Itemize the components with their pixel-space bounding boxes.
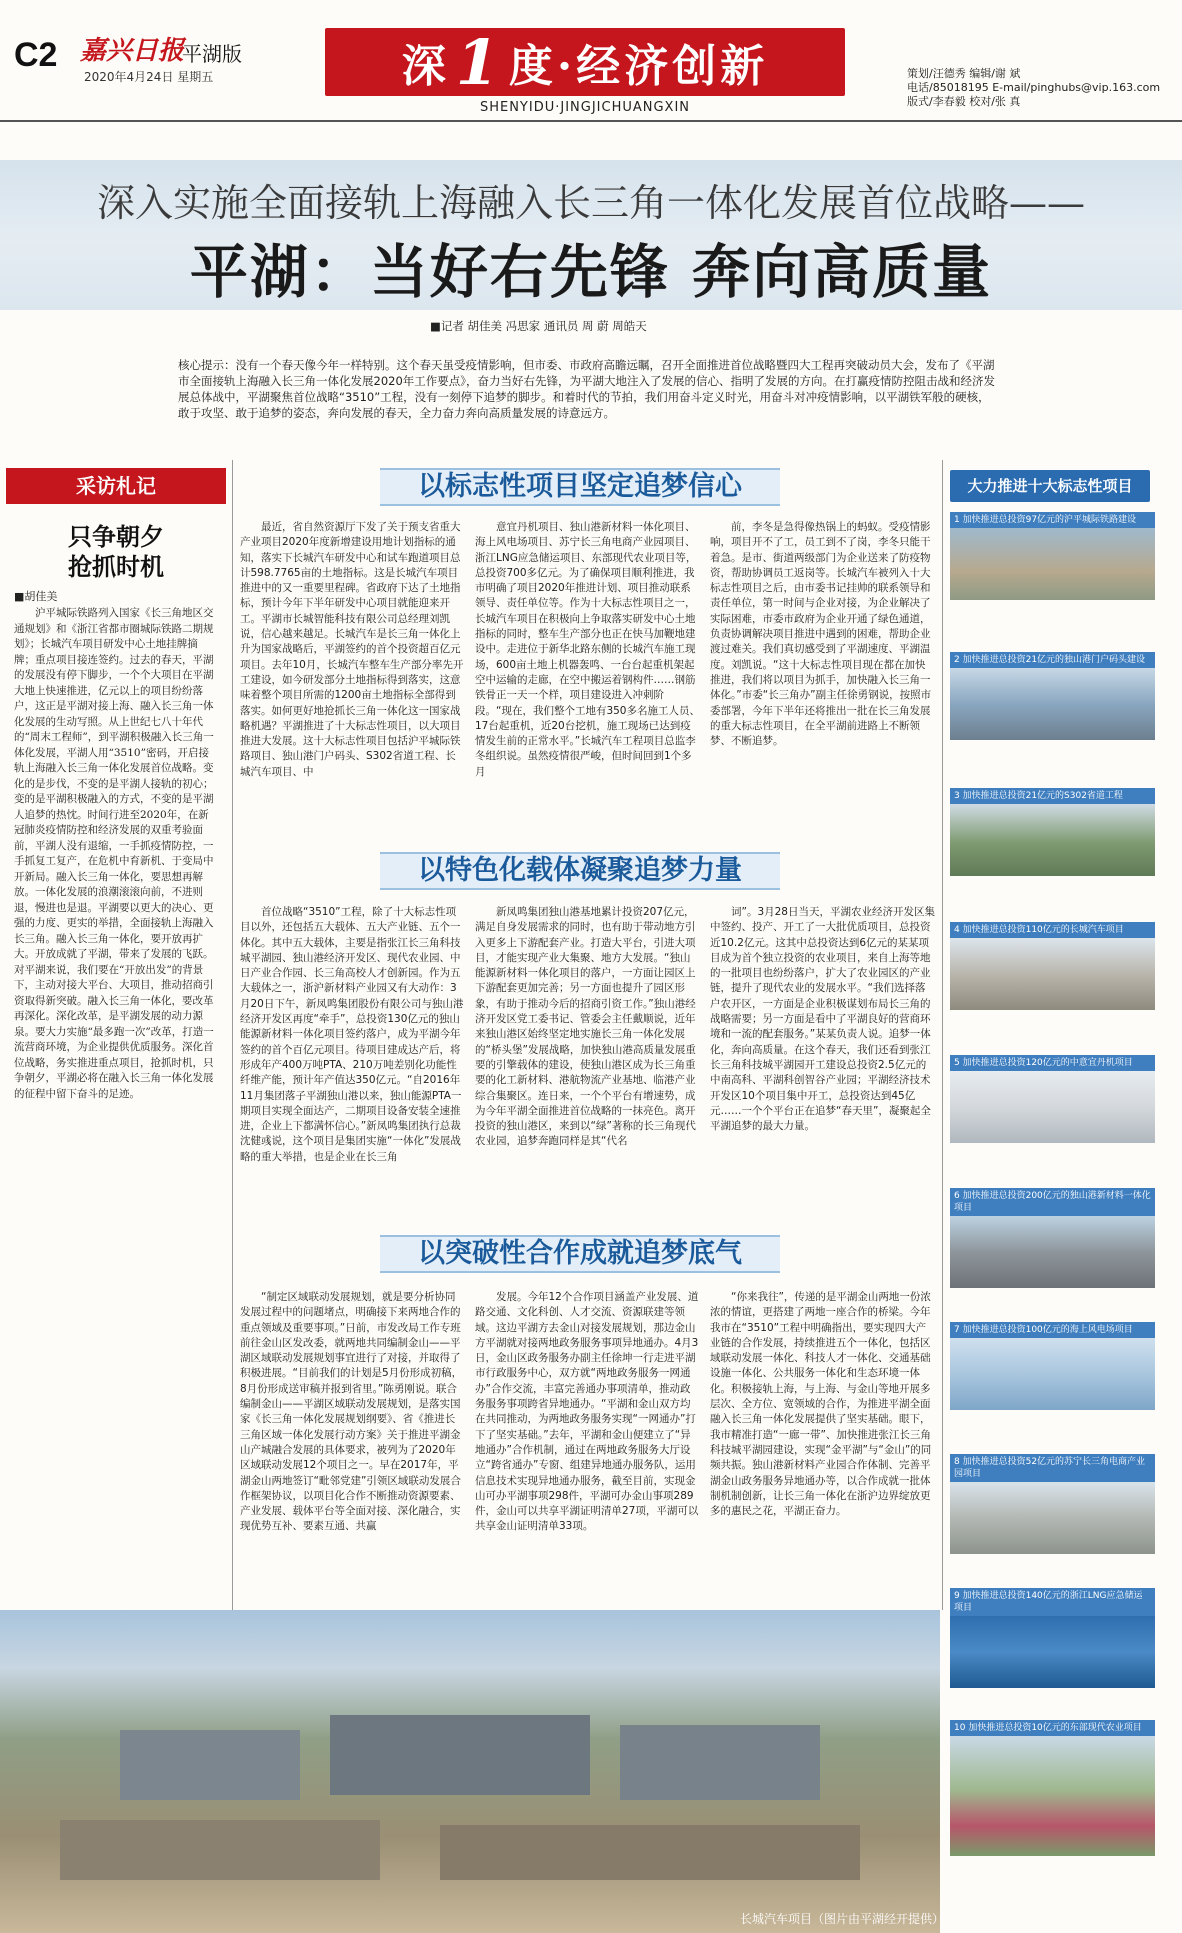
sidebar-headline-line: 只争朝夕 bbox=[68, 523, 164, 551]
core-summary: 核心提示：没有一个春天像今年一样特别。这个春天虽受疫情影响，但市委、市政府高瞻远瞩，召开全面推进首位战略暨四大工程再突破动员大会，发布了《平湖市全面接轨上海融入长三角一体化发展2020年工作要点》，奋力当好右先锋，为平湖大地注入了发展的信心、指明了发展的方向。在打赢疫情防控阻击战和经济发展总体战中，平湖聚焦首位战略“3510”工程，没有一刻停下追梦的脚步。和着时代的节拍，我们用奋斗定义时光，用奋斗对冲疫情影响，以平湖铁军般的硬核，敢于攻坚、敢于追梦的姿态，奔向发展的春天，全力奋力奔向高质量发展的诗意远方。 bbox=[178, 358, 996, 420]
banner-part2: 1 bbox=[455, 25, 503, 99]
project-label: 5 加快推进总投资120亿元的中意宜丹机项目 bbox=[950, 1055, 1155, 1071]
sidebar-section-label: 采访札记 bbox=[6, 468, 226, 504]
credits-line: 电话/85018195 E-mail/pinghubs@vip.163.com bbox=[907, 81, 1161, 94]
project-label: 8 加快推进总投资52亿元的苏宁长三角电商产业园项目 bbox=[950, 1454, 1155, 1482]
project-photo bbox=[950, 1720, 1155, 1856]
article-column: “制定区域联动发展规划，就是要分析协同发展过程中的问题堵点，明确接下来两地合作的重点领域及重要事项。”日前，市发改局工作专班前往金山区发改委，就两地共同编制金山——平湖区域联动发展规划事宜进行了对接，并取得了积极进展。“目前我们的计划是5月份形成初稿，8月份形成送审稿并报到省里。”陈勇刚说。联合编制金山——平湖区域联动发展规划，是落实国家《长三角一体化发展规划纲要》、省《推进长三角区域一体化发展行动方案》关于推进平湖金山产城融合发展的具体要求，被列为了2020年区域联动发展12个项目之一。早在2017年，平湖金山两地签订“毗邻党建”引领区域联动发展合作框架协议，以项目化合作不断推动资源要素、产业发展、载体平台等全面对接、深化融合，实现优势互补、要素互通、共赢 bbox=[240, 1291, 463, 1533]
credits-line: 版式/李春毅 校对/张 真 bbox=[907, 95, 1021, 108]
masthead-rule bbox=[0, 120, 1182, 122]
project-label: 3 加快推进总投资21亿元的S302省道工程 bbox=[950, 788, 1155, 804]
project-label: 7 加快推进总投资100亿元的海上风电场项目 bbox=[950, 1322, 1155, 1338]
article-column: 新凤鸣集团独山港基地累计投资207亿元，满足自身发展需求的同时，也有助于带动地方引入更多上下游配套产业。打造大平台，引进大项目，才能实现产业大集聚、地方大发展。“独山能源新材料一体化项目的落户，一方面让园区上下游配套更加完善；另一方面也提升了园区形象，有助于推动今后的招商引资工作。”独山港经济开发区党工委书记、管委会主任戴顺说，近年来独山港区始终坚定地实施长三角一体化发展的“桥头堡”发展战略，加快独山港高质量发展重要的引擎载体的建设，使独山港区成为长三角重要的化工新材料、港航物流产业基地、临港产业综合集聚区。连日来，一个个平台有增速势，成为今年平湖全面推进首位战略的一抹亮色。离开投资的独山港区，来到以“绿”著称的长三角现代农业园，追梦奔跑同样是其“代名 bbox=[475, 906, 696, 1148]
project-image bbox=[950, 938, 1155, 1010]
project-photo bbox=[950, 922, 1155, 1010]
project-photo bbox=[950, 1188, 1155, 1288]
project-label: 2 加快推进总投资21亿元的独山港门户码头建设 bbox=[950, 652, 1155, 668]
article-column: 前，李冬是急得像热锅上的蚂蚁。受疫情影响，项目开不了工，员工到不了岗，李冬只能干着急。是市、街道两级部门为企业送来了防疫物资，帮助协调员工返岗等。长城汽车被列入十大标志性项目之后，由市委书记挂帅的联系领导和责任单位，第一时间与企业对接，为企业解决了实际困难，市委市政府为企业开通了绿色通道，负责协调解决项目推进中遇到的困难，帮助企业渡过难关。我们真切感受到了平湖速度、平湖温度。刘凯说。“这十大标志性项目现在都在加快推进，我们将以项目为抓手，加快融入长三角一体化。”市委“长三角办”副主任徐勇钢说，按照市委部署，今年下半年还将推出一批在长三角发展的重大标志性项目，在全平湖前进路上不断领梦、不断追梦。 bbox=[710, 521, 932, 748]
project-image bbox=[950, 1616, 1155, 1688]
project-image bbox=[950, 804, 1155, 876]
credits-line: 策划/汪德秀 编辑/谢 斌 bbox=[907, 67, 1021, 80]
newspaper-name: 嘉兴日报 bbox=[80, 36, 185, 66]
sidebar-author: ■胡佳美 bbox=[14, 590, 58, 603]
sidebar-headline bbox=[6, 522, 226, 582]
editorial-credits bbox=[907, 67, 1177, 109]
photo-building bbox=[330, 1715, 590, 1795]
project-label: 1 加快推进总投资97亿元的沪平城际铁路建设 bbox=[950, 512, 1155, 528]
byline: ■记者 胡佳美 冯思家 通讯员 周 蔚 周皓天 bbox=[430, 319, 647, 333]
project-image bbox=[950, 1071, 1155, 1143]
banner-pinyin: SHENYIDU·JINGJICHUANGXIN bbox=[479, 100, 691, 115]
project-label: 10 加快推进总投资10亿元的东部现代农业项目 bbox=[950, 1720, 1155, 1736]
project-photo bbox=[950, 1055, 1155, 1143]
project-label: 6 加快推进总投资200亿元的独山港新材料一体化项目 bbox=[950, 1188, 1155, 1216]
article-column: 首位战略“3510”工程，除了十大标志性项目以外，还包括五大载体、五大产业链、五个一体化。其中五大载体，主要是指张江长三角科技城平湖园、独山港经济开发区、现代农业园、中日产业合作园、长三角高校人才创新园。作为五大载体之一，浙沪新材料产业园又有大动作：3月20日下午，新凤鸣集团股份有限公司与独山港经济开发区再度“牵手”，总投资130亿元的独山能源新材料一体化项目签约落户，成为平湖今年签约的首个百亿元项目。待项目建成达产后，将形成年产400万吨PTA、210万吨差别化功能性纤维产能，预计年产值达350亿元。“自2016年11月集团落子平湖独山港以来，独山能源PTA一期项目实现全面达产，二期项目设备安装全速推进，企业上下都满怀信心。”新凤鸣集团执行总裁沈健彧说，这个项目是集团实施“一体化”发展战略的重大举措，也是企业在长三角 bbox=[240, 906, 464, 1163]
project-label: 4 加快推进总投资110亿元的长城汽车项目 bbox=[950, 922, 1155, 938]
project-photo bbox=[950, 788, 1155, 876]
project-photo bbox=[950, 1322, 1155, 1410]
project-photo bbox=[950, 1454, 1155, 1554]
photo-strip-title: 大力推进十大标志性项目 bbox=[950, 470, 1150, 502]
section-title: 以特色化载体凝聚追梦力量 bbox=[380, 852, 780, 890]
photo-caption: 长城汽车项目（图片由平湖经开提供） bbox=[740, 1912, 945, 1926]
project-image bbox=[950, 1482, 1155, 1554]
project-image bbox=[950, 1736, 1155, 1856]
photo-building bbox=[440, 1825, 860, 1880]
issue-date: 2020年4月24日 星期五 bbox=[84, 70, 214, 84]
photo-building bbox=[120, 1730, 300, 1800]
project-image bbox=[950, 668, 1155, 740]
project-photo bbox=[950, 652, 1155, 740]
section-title: 以标志性项目坚定追梦信心 bbox=[380, 468, 780, 506]
kicker-headline: 深入实施全面接轨上海融入长三角一体化发展首位战略—— bbox=[96, 181, 1085, 225]
banner-part3: 度·经济创新 bbox=[508, 41, 769, 92]
article-column: 词”。3月28日当天，平湖农业经济开发区集中签约、投产、开工了一大批优质项目，总投资近10.2亿元。这其中总投资达到6亿元的某某项目成为首个独立投资的农业项目，来自上海等地的一批项目也纷纷落户，扩大了农业园区的产业链，提升了现代农业的发展水平。“我们选择落户农开区，一方面是企业积极谋划布局长三角的战略需要；另一方面是看中了平湖良好的营商环境和一流的配套服务。”某某负责人说。追梦一体化，奔向高质量。在这个春天，我们还看到张江长三角科技城平湖园开工建设总投资2.5亿元的中南高科、平湖科创智谷产业园；平湖经济技术开发区10个项目集中开工，总投资达到45亿元……一个个平台正在追梦“春天里”，凝聚起全平湖追梦的最大力量。 bbox=[710, 906, 935, 1133]
article-column: 发展。今年12个合作项目涵盖产业发展、道路交通、文化科创、人才交流、资源联建等领域。这边平湖方去金山对接发展规划，那边金山方平湖就对接两地政务服务事项异地通办。4月3日，金山区政务服务办副主任徐坤一行走进平湖市行政服务中心，双方就“两地政务服务一网通办”合作交流，丰富完善通办事项清单，推动政务服务事项跨省异地通办。“平湖和金山双方均在共同推动，为两地政务服务实现“一网通办”打下了坚实基础。”去年，平湖和金山便建立了“异地通办”合作机制，通过在两地政务服务大厅设立“跨省通办”专窗、组建异地通办服务队，运用信息技术实现异地通办服务，截至目前，实现金山可办平湖事项298件，平湖可办金山事项289件，金山可以共享平湖证明清单27项，平湖可以共享金山证明清单33项。 bbox=[475, 1291, 699, 1533]
photo-building bbox=[620, 1725, 820, 1800]
main-headline: 平湖：当好右先锋 奔向高质量 bbox=[189, 238, 993, 306]
section-title: 以突破性合作成就追梦底气 bbox=[380, 1235, 780, 1273]
photo-building bbox=[60, 1820, 380, 1880]
project-photo bbox=[950, 512, 1155, 600]
column-divider bbox=[232, 460, 233, 1610]
banner-part1: 深 bbox=[401, 41, 450, 92]
project-image bbox=[950, 528, 1155, 600]
section-banner bbox=[325, 25, 845, 99]
project-label: 9 加快推进总投资140亿元的浙江LNG应急储运项目 bbox=[950, 1588, 1155, 1616]
project-photo bbox=[950, 1588, 1155, 1688]
article-column: “你来我往”，传递的是平湖金山两地一份浓浓的情谊，更搭建了两地一座合作的桥梁。今年我市在“3510”工程中明确指出，要实现四大产业链的合作发展，持续推进五个一体化，包括区域联动发展一体化、科技人才一体化、交通基础设施一体化、公共服务一体化和生态环境一体化。积极接轨上海，与上海、与金山等地开展多层次、全方位、宽领域的合作，为推进平湖全面融入长三角一体化发展提供了坚实基础。眼下，我市精准打造“一廊一带”、加快推进张江长三角科技城平湖园建设，实现“金平湖”与“金山”的同频共振。独山港新材料产业园合作体制、完善平湖金山政务服务异地通办等，以合作成就一批体制机制创新，让长三角一体化在浙沪边界绽放更多的惠民之花，平湖正奋力。 bbox=[710, 1291, 932, 1518]
project-image bbox=[950, 1216, 1155, 1288]
project-image bbox=[950, 1338, 1155, 1410]
sidebar-headline-line: 抢抓时机 bbox=[68, 553, 164, 581]
edition-name: 平湖版 bbox=[182, 42, 242, 66]
article-column: 意宜丹机项目、独山港新材料一体化项目、海上风电场项目、苏宁长三角电商产业园项目、浙江LNG应急储运项目、东部现代农业项目等，总投资700多亿元。为了确保项目顺利推进，我市明确了项目2020年推进计划、项目推动联系领导、责任单位等。作为十大标志性项目之一，长城汽车项目在积极向上争取落实研发中心土地指标的同时，整车生产部分也正在快马加鞭地建设中。走进位于新华北路东侧的长城汽车施工现场，600亩土地上机器轰鸣、一台台起重机架起空中运输的走廊，在空中搬运着钢构件……钢筋铁骨正一天一个样，项目建设进入冲刺阶段。“现在，我们整个工地有350多名施工人员、17台起重机，近20台挖机，施工现场已达到疫情发生前的正常水平。”长城汽车工程项目总监李冬组织说。虽然疫情很严峻，但时间回到1个多月 bbox=[475, 521, 700, 778]
page-number: C2 bbox=[14, 36, 58, 74]
column-divider bbox=[942, 460, 943, 1610]
construction-site-photo bbox=[0, 1610, 940, 1933]
sidebar-body: 沪平城际铁路列入国家《长三角地区交通规划》和《浙江省都市圈城际铁路二期规划》；长城汽车项目研发中心土地挂牌摘牌；重点项目接连签约。过去的春天，平湖的发展没有停下脚步，一个个大项目在平湖大地上快速推进，亿元以上的项目纷纷落户，这正是平湖对接上海、融入长三角一体化发展的生动写照。从上世纪七八十年代的“周末工程师”，到平湖积极融入长三角一体化发展，平湖人用“3510”密码，开启接轨上海融入长三角一体化发展首位战略。变化的是步伐，不变的是平湖人接轨的初心；变的是平湖积极融入的方式，不变的是平湖人追梦的热忱。时间行进至2020年，在新冠肺炎疫情防控和经济发展的双重考验面前，平湖人没有退缩，一手抓疫情防控，一手抓复工复产，在危机中育新机、于变局中开新局。融入长三角一体化，要思想再解放。一体化发展的浪潮滚滚向前，不进则退，慢进也是退。平湖要以更大的决心、更强的力度、更实的举措，全面接轨上海融入长三角。融入长三角一体化，要开放再扩大。开放成就了平湖，带来了发展的飞跃。对平湖来说，我们要在“开放出发”的背景下，主动对接大平台、大项目，推动招商引资取得新突破。融入长三角一体化，要改革再深化。深化改革，是平湖发展的动力源泉。要大力实施“最多跑一次”改革，打造一流营商环境，为企业提供优质服务。深化首位战略，务实推进重点项目，抢抓时机，只争朝夕，平湖必将在融入长三角一体化发展的征程中留下奋斗的足迹。 bbox=[14, 607, 214, 1100]
article-column: 最近，省自然资源厅下发了关于预支省重大产业项目2020年度新增建设用地计划指标的通知，落实下长城汽车研发中心和试车跑道项目总计598.7765亩的土地指标。这是长城汽车项目推进中的又一重要里程碑。省政府下达了土地指标，预计今年下半年研发中心项目就能迎来开工。平湖市长城智能科技有限公司总经理刘凯说，信心越来越足。长城汽车是长三角一体化上升为国家战略后，平湖签约的首个投资超百亿元项目。去年10月，长城汽车整车生产部分率先开工建设，如今研发部分土地指标得到落实，这意味着整个项目所需的1200亩土地指标全部得到落实。如何更好地抢抓长三角一体化这一国家战略机遇？平湖推进了十大标志性项目，以大项目推进大发展。这十大标志性项目包括沪平城际铁路项目、独山港门户码头、S302省道工程、长城汽车项目、中 bbox=[240, 521, 464, 778]
